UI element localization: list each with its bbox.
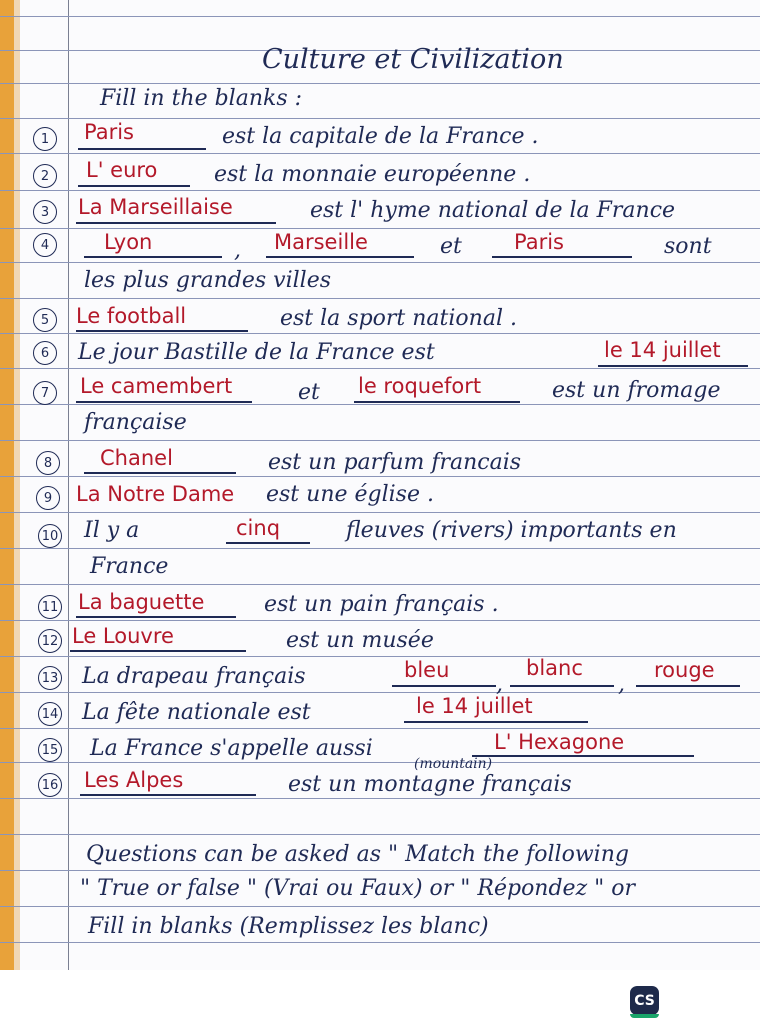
blank-line bbox=[598, 365, 748, 367]
answer-9: La Notre Dame bbox=[76, 482, 235, 506]
ruled-line bbox=[0, 118, 760, 119]
ruled-line bbox=[0, 728, 760, 729]
blank-line bbox=[354, 401, 520, 403]
answer-6: le 14 juillet bbox=[604, 338, 721, 362]
sentence-10-start: Il y a bbox=[84, 518, 140, 543]
answer-16: Les Alpes bbox=[84, 768, 184, 792]
ruled-line bbox=[0, 440, 760, 441]
separator-comma: , bbox=[618, 672, 625, 697]
instruction-text: Fill in the blanks : bbox=[100, 86, 303, 111]
ruled-line bbox=[0, 476, 760, 477]
blank-line bbox=[78, 148, 206, 150]
item-number-16: 16 bbox=[38, 773, 62, 797]
separator-comma: , bbox=[496, 672, 503, 697]
blank-line bbox=[510, 685, 614, 687]
answer-13c: rouge bbox=[654, 658, 715, 682]
ruled-line bbox=[0, 620, 760, 621]
item-number-2: 2 bbox=[33, 164, 57, 188]
blank-line bbox=[492, 256, 632, 258]
sentence-4: sont bbox=[664, 234, 712, 259]
ruled-line bbox=[0, 262, 760, 263]
sentence-7-cont: française bbox=[84, 410, 187, 435]
answer-12: Le Louvre bbox=[72, 624, 174, 648]
item-number-3: 3 bbox=[33, 200, 57, 224]
item-number-5: 5 bbox=[33, 308, 57, 332]
sentence-1: est la capitale de la France . bbox=[222, 124, 539, 149]
ruled-line bbox=[0, 228, 760, 229]
ruled-line bbox=[0, 834, 760, 835]
ruled-line bbox=[0, 870, 760, 871]
sentence-15: La France s'appelle aussi bbox=[90, 736, 373, 761]
item-number-11: 11 bbox=[38, 595, 62, 619]
answer-7b: le roquefort bbox=[358, 374, 482, 398]
ruled-line bbox=[0, 404, 760, 405]
ruled-line bbox=[0, 298, 760, 299]
item-number-15: 15 bbox=[38, 738, 62, 762]
sentence-13: La drapeau français bbox=[82, 664, 306, 689]
item-number-6: 6 bbox=[33, 341, 57, 365]
blank-line bbox=[84, 256, 222, 258]
ruled-line bbox=[0, 368, 760, 369]
blank-line bbox=[392, 685, 496, 687]
blank-line bbox=[404, 721, 588, 723]
answer-14: le 14 juillet bbox=[416, 694, 533, 718]
ruled-line bbox=[0, 153, 760, 154]
sentence-10: fleuves (rivers) importants en bbox=[346, 518, 677, 543]
answer-13a: bleu bbox=[404, 658, 450, 682]
ruled-line bbox=[0, 656, 760, 657]
sentence-8: est un parfum francais bbox=[268, 450, 522, 475]
ruled-line bbox=[0, 798, 760, 799]
ruled-line bbox=[0, 906, 760, 907]
item-number-9: 9 bbox=[36, 486, 60, 510]
note-line-2: " True or false " (Vrai ou Faux) or " Répondez " or bbox=[80, 876, 636, 901]
blank-line bbox=[76, 616, 236, 618]
item-number-13: 13 bbox=[38, 666, 62, 690]
blank-line bbox=[226, 542, 310, 544]
ruled-line bbox=[0, 333, 760, 334]
ruled-line bbox=[0, 512, 760, 513]
item-number-4: 4 bbox=[33, 233, 57, 257]
notebook-edge-shadow bbox=[14, 0, 20, 970]
answer-4b: Marseille bbox=[274, 230, 368, 254]
ruled-line bbox=[0, 762, 760, 763]
answer-2: L' euro bbox=[86, 158, 158, 182]
blank-line bbox=[78, 185, 190, 187]
sentence-9: est une église . bbox=[266, 482, 434, 507]
answer-7a: Le camembert bbox=[80, 374, 233, 398]
sentence-2: est la monnaie européenne . bbox=[214, 162, 531, 187]
item-number-12: 12 bbox=[38, 629, 62, 653]
blank-line bbox=[76, 401, 252, 403]
ruled-line bbox=[0, 190, 760, 191]
answer-4a: Lyon bbox=[104, 230, 153, 254]
answer-10: cinq bbox=[236, 516, 281, 540]
blank-line bbox=[266, 256, 414, 258]
blank-line bbox=[472, 755, 694, 757]
ruled-line bbox=[0, 548, 760, 549]
blank-line bbox=[80, 794, 256, 796]
answer-13b: blanc bbox=[526, 656, 583, 680]
sentence-5: est la sport national . bbox=[280, 306, 517, 331]
answer-5: Le football bbox=[76, 304, 187, 328]
answer-11: La baguette bbox=[78, 590, 205, 614]
camscanner-logo[interactable]: CS bbox=[630, 986, 659, 1015]
sentence-16: est un montagne français bbox=[288, 772, 572, 797]
answer-1: Paris bbox=[84, 120, 134, 144]
blank-line bbox=[76, 330, 248, 332]
blank-line bbox=[70, 650, 246, 652]
notebook-edge bbox=[0, 0, 14, 970]
sentence-7: est un fromage bbox=[552, 378, 721, 403]
blank-line bbox=[636, 685, 740, 687]
sentence-10-cont: France bbox=[90, 554, 169, 579]
separator-et: et bbox=[440, 234, 462, 259]
separator-et: et bbox=[298, 380, 320, 405]
sentence-12: est un musée bbox=[286, 628, 434, 653]
item-number-8: 8 bbox=[36, 451, 60, 475]
sentence-4-cont: les plus grandes villes bbox=[84, 268, 332, 293]
item-number-14: 14 bbox=[38, 702, 62, 726]
sentence-14: La fête nationale est bbox=[82, 700, 311, 725]
ruled-line bbox=[0, 942, 760, 943]
answer-3: La Marseillaise bbox=[78, 195, 233, 219]
answer-4c: Paris bbox=[514, 230, 564, 254]
ruled-line bbox=[0, 83, 760, 84]
sentence-11: est un pain français . bbox=[264, 592, 499, 617]
item-number-7: 7 bbox=[33, 381, 57, 405]
ruled-line bbox=[0, 584, 760, 585]
ruled-line bbox=[0, 16, 760, 17]
separator-comma: , bbox=[234, 238, 241, 263]
answer-8: Chanel bbox=[100, 446, 173, 470]
sentence-3: est l' hyme national de la France bbox=[310, 198, 676, 223]
ruled-line bbox=[0, 692, 760, 693]
answer-15: L' Hexagone bbox=[494, 730, 625, 754]
item-number-1: 1 bbox=[33, 127, 57, 151]
note-line-3: Fill in blanks (Remplissez les blanc) bbox=[88, 914, 489, 939]
margin-line bbox=[68, 0, 69, 970]
note-line-1: Questions can be asked as " Match the following bbox=[86, 842, 629, 867]
item-number-10: 10 bbox=[38, 524, 62, 548]
page-title: Culture et Civilization bbox=[262, 44, 564, 75]
blank-line bbox=[84, 472, 236, 474]
sentence-6: Le jour Bastille de la France est bbox=[78, 340, 435, 365]
blank-line bbox=[76, 222, 276, 224]
annotation-note: (mountain) bbox=[414, 756, 493, 772]
